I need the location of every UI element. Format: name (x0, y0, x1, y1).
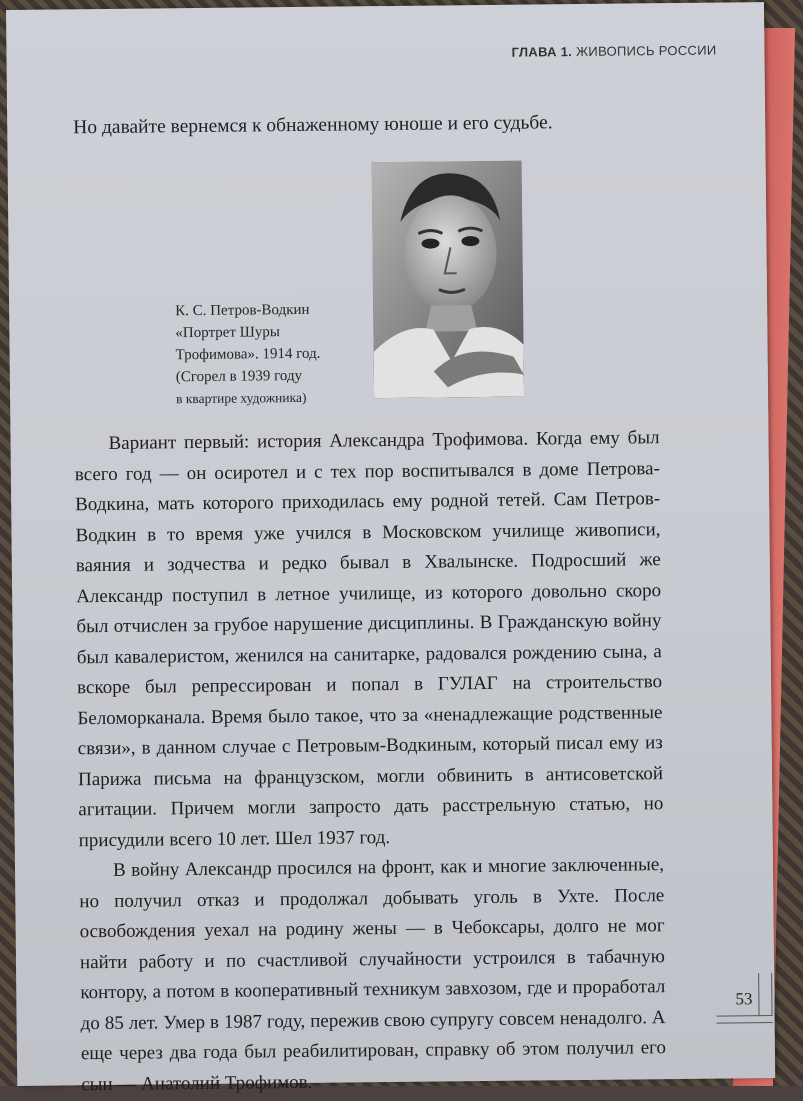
caption-line: «Портрет Шуры (175, 324, 281, 342)
chapter-label: ГЛАВА 1. (511, 44, 573, 60)
chapter-title: ЖИВОПИСЬ РОССИИ (575, 42, 717, 60)
portrait-drawing (372, 161, 524, 399)
folio-horizontal-rules (717, 1015, 773, 1024)
figure-caption (175, 298, 366, 410)
caption-line: (Сгорел в 1939 году (175, 367, 303, 386)
portrait-image (372, 161, 524, 399)
intro-line: Но давайте вернемся к обнаженному юноше и его судьбе. (73, 112, 553, 139)
folio-vertical-rules (758, 973, 772, 1015)
page-number-box (716, 987, 772, 1024)
book-page (6, 2, 775, 1095)
running-head (512, 43, 717, 60)
paragraph: Вариант первый: история Александра Трофимова. Когда ему был всего год — он осиротел и с тех пор воспитывался в доме Петрова-Водкина, мать которого приходилась ему родной тетей. Сам Петров-Водкин в то время уже учился в Московском училище живописи, ваяния и зодчества и редко бывал в Хвалынске. Подросший же Александр поступил в летное училище, из которого довольно скоро был отчислен за грубое нарушение дисциплины. В Гражданскую войну был кавалеристом, женился на санитарке, радовался рождению сына, а вскоре был репрессирован и попал в ГУЛАГ на строительство Беломорканала. Время было такое, что за «ненадлежащие родственные связи», в данном случае с Петровым-Водкиным, который писал ему из Парижа письма на французском, могли обвинить в антисоветской агитации. Причем могли запросто дать расстрельную статью, но присудили всего 10 лет. Шел 1937 год. (74, 427, 664, 851)
caption-line: Трофимова». 1914 год. (175, 345, 321, 364)
page-number: 53 (735, 989, 753, 1009)
paragraph: В войну Александр просился на фронт, как и многие заключенные, но получил отказ и продолжал добывать уголь в Ухте. После освобождения уехал на родину жены — в Чебоксары, долго не мог найти работу и по счастливой случайности устроился в табачную контору, а потом в кооперативный техникум завхозом, где и проработал до 85 лет. Умер в 1987 году, пережив свою супругу совсем ненадолго. А еще через два года был реабилитирован, справку об этом получил его сын — Анатолий Трофимов. (79, 854, 667, 1095)
body-text (74, 423, 666, 1100)
caption-line: в квартире художника) (176, 389, 307, 407)
caption-line: К. С. Петров-Водкин (175, 301, 310, 320)
